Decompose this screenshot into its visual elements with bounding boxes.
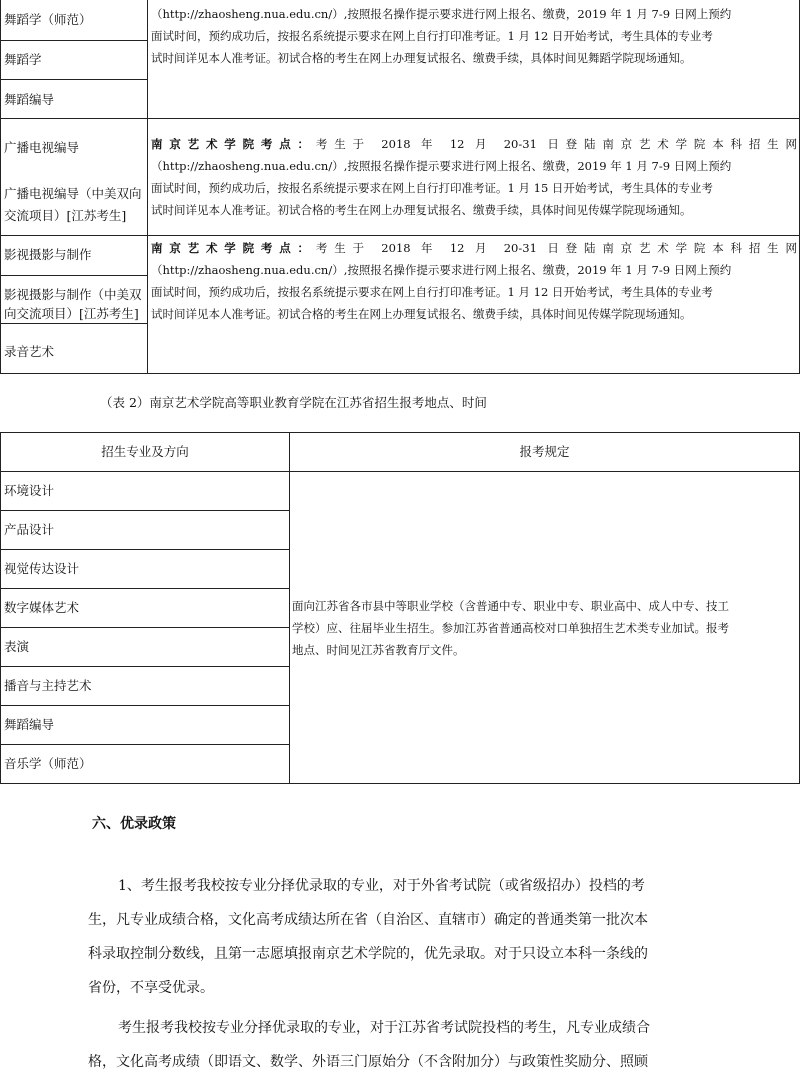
table-1-note-line: （http://zhaosheng.nua.edu.cn/）,按照报名操作提示要求进行网上报名、缴费，2019 年 1 月 7-9 日网上预约 (151, 7, 732, 21)
section-heading: 六、优录政策 (92, 816, 176, 832)
table-1-major: 影视摄影与制作（中美双 (4, 287, 142, 302)
table-1-note-line: （http://zhaosheng.nua.edu.cn/）,按照报名操作提示要求进行网上报名、缴费，2019 年 1 月 7-9 日网上预约 (151, 159, 732, 173)
table-1-major: 交流项目）[江苏考生] (4, 208, 127, 223)
table-1-major: 影视摄影与制作 (4, 247, 92, 262)
table-1-note-line: 试时间详见本人准考证。初试合格的考生在网上办理复试报名、缴费手续，具体时间见传媒学院现场通知。 (151, 203, 692, 217)
table-2-caption: （表 2）南京艺术学院高等职业教育学院在江苏省招生报考地点、时间 (100, 395, 487, 410)
exam-site-label: 南京艺术学院考点： (151, 241, 316, 255)
table-2-major: 数字媒体艺术 (4, 600, 80, 615)
table-1-note-line: 面试时间，预约成功后，按报名系统提示要求在网上自行打印准考证。1 月 15 日开始考试，考生具体的专业考 (151, 181, 713, 195)
table-1-note-line: 试时间详见本人准考证。初试合格的考生在网上办理复试报名、缴费手续，具体时间见舞蹈学院现场通知。 (151, 51, 692, 65)
table-2-header-rule: 报考规定 (519, 444, 570, 459)
table-1-note-line: 南京艺术学院考点：考生于 2018 年 12 月 20-31 日登陆南京艺术学院本科招生网 (151, 137, 797, 151)
table-2-major: 视觉传达设计 (4, 561, 80, 576)
table-2-major: 产品设计 (4, 522, 55, 537)
table-2-header-major: 招生专业及方向 (101, 444, 189, 459)
table-1-note-line: （http://zhaosheng.nua.edu.cn/）,按照报名操作提示要求进行网上报名、缴费，2019 年 1 月 7-9 日网上预约 (151, 263, 732, 277)
table-1-note-line: 面试时间，预约成功后，按报名系统提示要求在网上自行打印准考证。1 月 12 日开始考试，考生具体的专业考 (151, 29, 713, 43)
table-1-major: 舞蹈学（师范） (4, 12, 92, 27)
table-1-note-line: 试时间详见本人准考证。初试合格的考生在网上办理复试报名、缴费手续，具体时间见传媒学院现场通知。 (151, 307, 692, 321)
table-2-major: 播音与主持艺术 (4, 678, 92, 693)
table-2-major: 表演 (4, 639, 30, 654)
table-1-major: 向交流项目）[江苏考生] (4, 306, 139, 321)
table-1-note-line: 南京艺术学院考点：考生于 2018 年 12 月 20-31 日登陆南京艺术学院本科招生网 (151, 241, 797, 255)
table-1-major: 广播电视编导（中美双向 (4, 186, 142, 201)
table-1-note-line: 面试时间，预约成功后，按报名系统提示要求在网上自行打印准考证。1 月 12 日开始考试，考生具体的专业考 (151, 285, 713, 299)
table-1-major: 舞蹈学 (4, 52, 42, 67)
table-2-major: 舞蹈编导 (4, 717, 55, 732)
table-2-major: 环境设计 (4, 483, 55, 498)
table-1-major: 录音艺术 (4, 344, 55, 359)
exam-site-label: 南京艺术学院考点： (151, 137, 316, 151)
table-2-rule-text: 面向江苏省各市县中等职业学校（含普通中专、职业中专、职业高中、成人中专、技工 学校）应、往届毕业生招生。参加江苏省普通高校对口单独招生艺术类专业加试。报考 地点、时间见江苏省教育厅文件。 (292, 599, 729, 657)
table-1-major: 广播电视编导 (4, 140, 80, 155)
table-2-major: 音乐学（师范） (4, 756, 92, 771)
table-1-major: 舞蹈编导 (4, 92, 55, 107)
